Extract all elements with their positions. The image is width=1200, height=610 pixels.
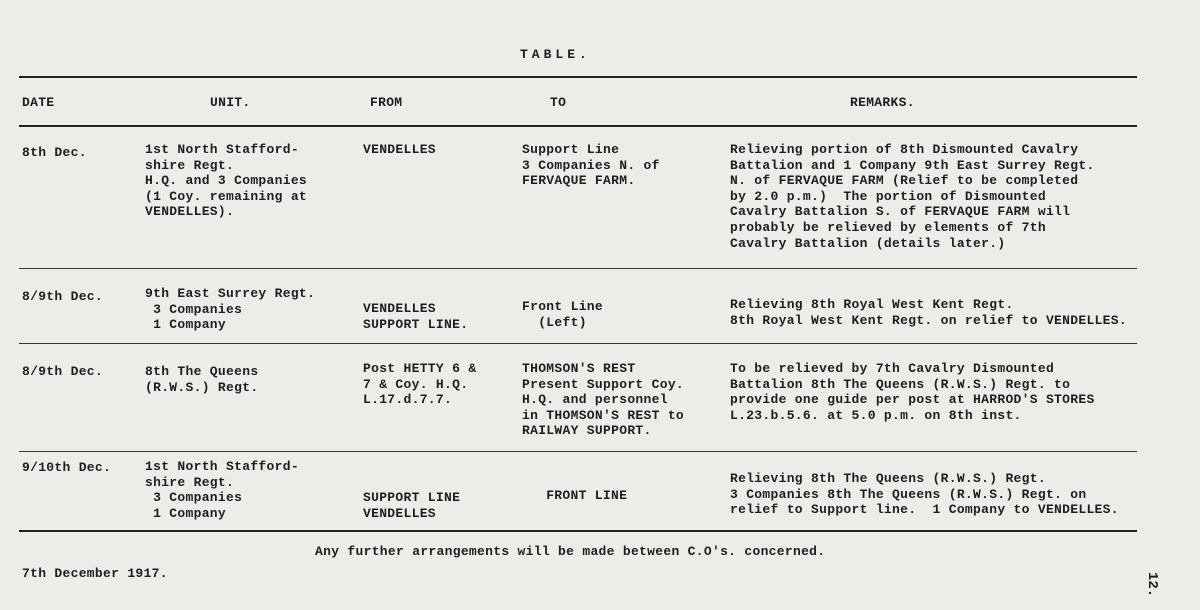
header-from: FROM bbox=[370, 95, 403, 110]
row-date: 9/10th Dec. bbox=[22, 460, 112, 475]
header-unit: UNIT. bbox=[210, 95, 251, 110]
row-remarks: Relieving 8th Royal West Kent Regt. 8th Royal West Kent Regt. on relief to VENDELLES. bbox=[730, 297, 1127, 328]
row-from: VENDELLES bbox=[363, 142, 436, 157]
header-to: TO bbox=[550, 95, 567, 110]
row-rule bbox=[19, 268, 1137, 269]
row-to: THOMSON'S REST Present Support Coy. H.Q. and personnel in THOMSON'S REST to RAILWAY SUPPORT. bbox=[522, 361, 685, 439]
row-remarks: Relieving portion of 8th Dismounted Cavalry Battalion and 1 Company 9th East Surrey Regt. N. of FERVAQUE FARM (Relief to be completed by 2.0 p.m.) The portion of Dismounted Cavalry Battalion S. of FERVAQUE FARM will probably be relieved by elements of 7th Cavalry Battalion (details later.) bbox=[730, 142, 1095, 251]
row-date: 8th Dec. bbox=[22, 145, 87, 160]
row-to: Front Line (Left) bbox=[522, 299, 604, 330]
row-from: Post HETTY 6 & 7 & Coy. H.Q. L.17.d.7.7. bbox=[363, 361, 477, 408]
row-date: 8/9th Dec. bbox=[22, 289, 104, 304]
row-unit: 9th East Surrey Regt. 3 Companies 1 Company bbox=[145, 286, 316, 333]
page-number: 12. bbox=[1144, 572, 1160, 598]
row-unit: 8th The Queens (R.W.S.) Regt. bbox=[145, 364, 259, 395]
row-rule bbox=[19, 343, 1137, 344]
row-unit: 1st North Stafford- shire Regt. H.Q. and 3 Companies (1 Coy. remaining at VENDELLES). bbox=[145, 142, 308, 220]
bottom-rule bbox=[19, 530, 1137, 532]
row-remarks: Relieving 8th The Queens (R.W.S.) Regt. 3 Companies 8th The Queens (R.W.S.) Regt. on relief to Support line. 1 Company to VENDELLES. bbox=[730, 471, 1119, 518]
row-date: 8/9th Dec. bbox=[22, 364, 104, 379]
header-rule bbox=[19, 125, 1137, 127]
row-from: VENDELLES SUPPORT LINE. bbox=[363, 301, 469, 332]
header-remarks: REMARKS. bbox=[850, 95, 915, 110]
row-unit: 1st North Stafford- shire Regt. 3 Companies 1 Company bbox=[145, 459, 299, 521]
header-date: DATE bbox=[22, 95, 55, 110]
row-from: SUPPORT LINE VENDELLES bbox=[363, 490, 461, 521]
top-rule bbox=[19, 76, 1137, 78]
row-to: Support Line 3 Companies N. of FERVAQUE FARM. bbox=[522, 142, 660, 189]
footer-note: Any further arrangements will be made between C.O's. concerned. bbox=[315, 544, 826, 559]
signature-date: 7th December 1917. bbox=[22, 566, 168, 581]
row-to: FRONT LINE bbox=[530, 488, 628, 503]
row-remarks: To be relieved by 7th Cavalry Dismounted Battalion 8th The Queens (R.W.S.) Regt. to provide one guide per post at HARROD'S STORES L.23.b.5.6. at 5.0 p.m. on 8th inst. bbox=[730, 361, 1095, 423]
table-title: TABLE. bbox=[520, 47, 591, 62]
row-rule bbox=[19, 451, 1137, 452]
